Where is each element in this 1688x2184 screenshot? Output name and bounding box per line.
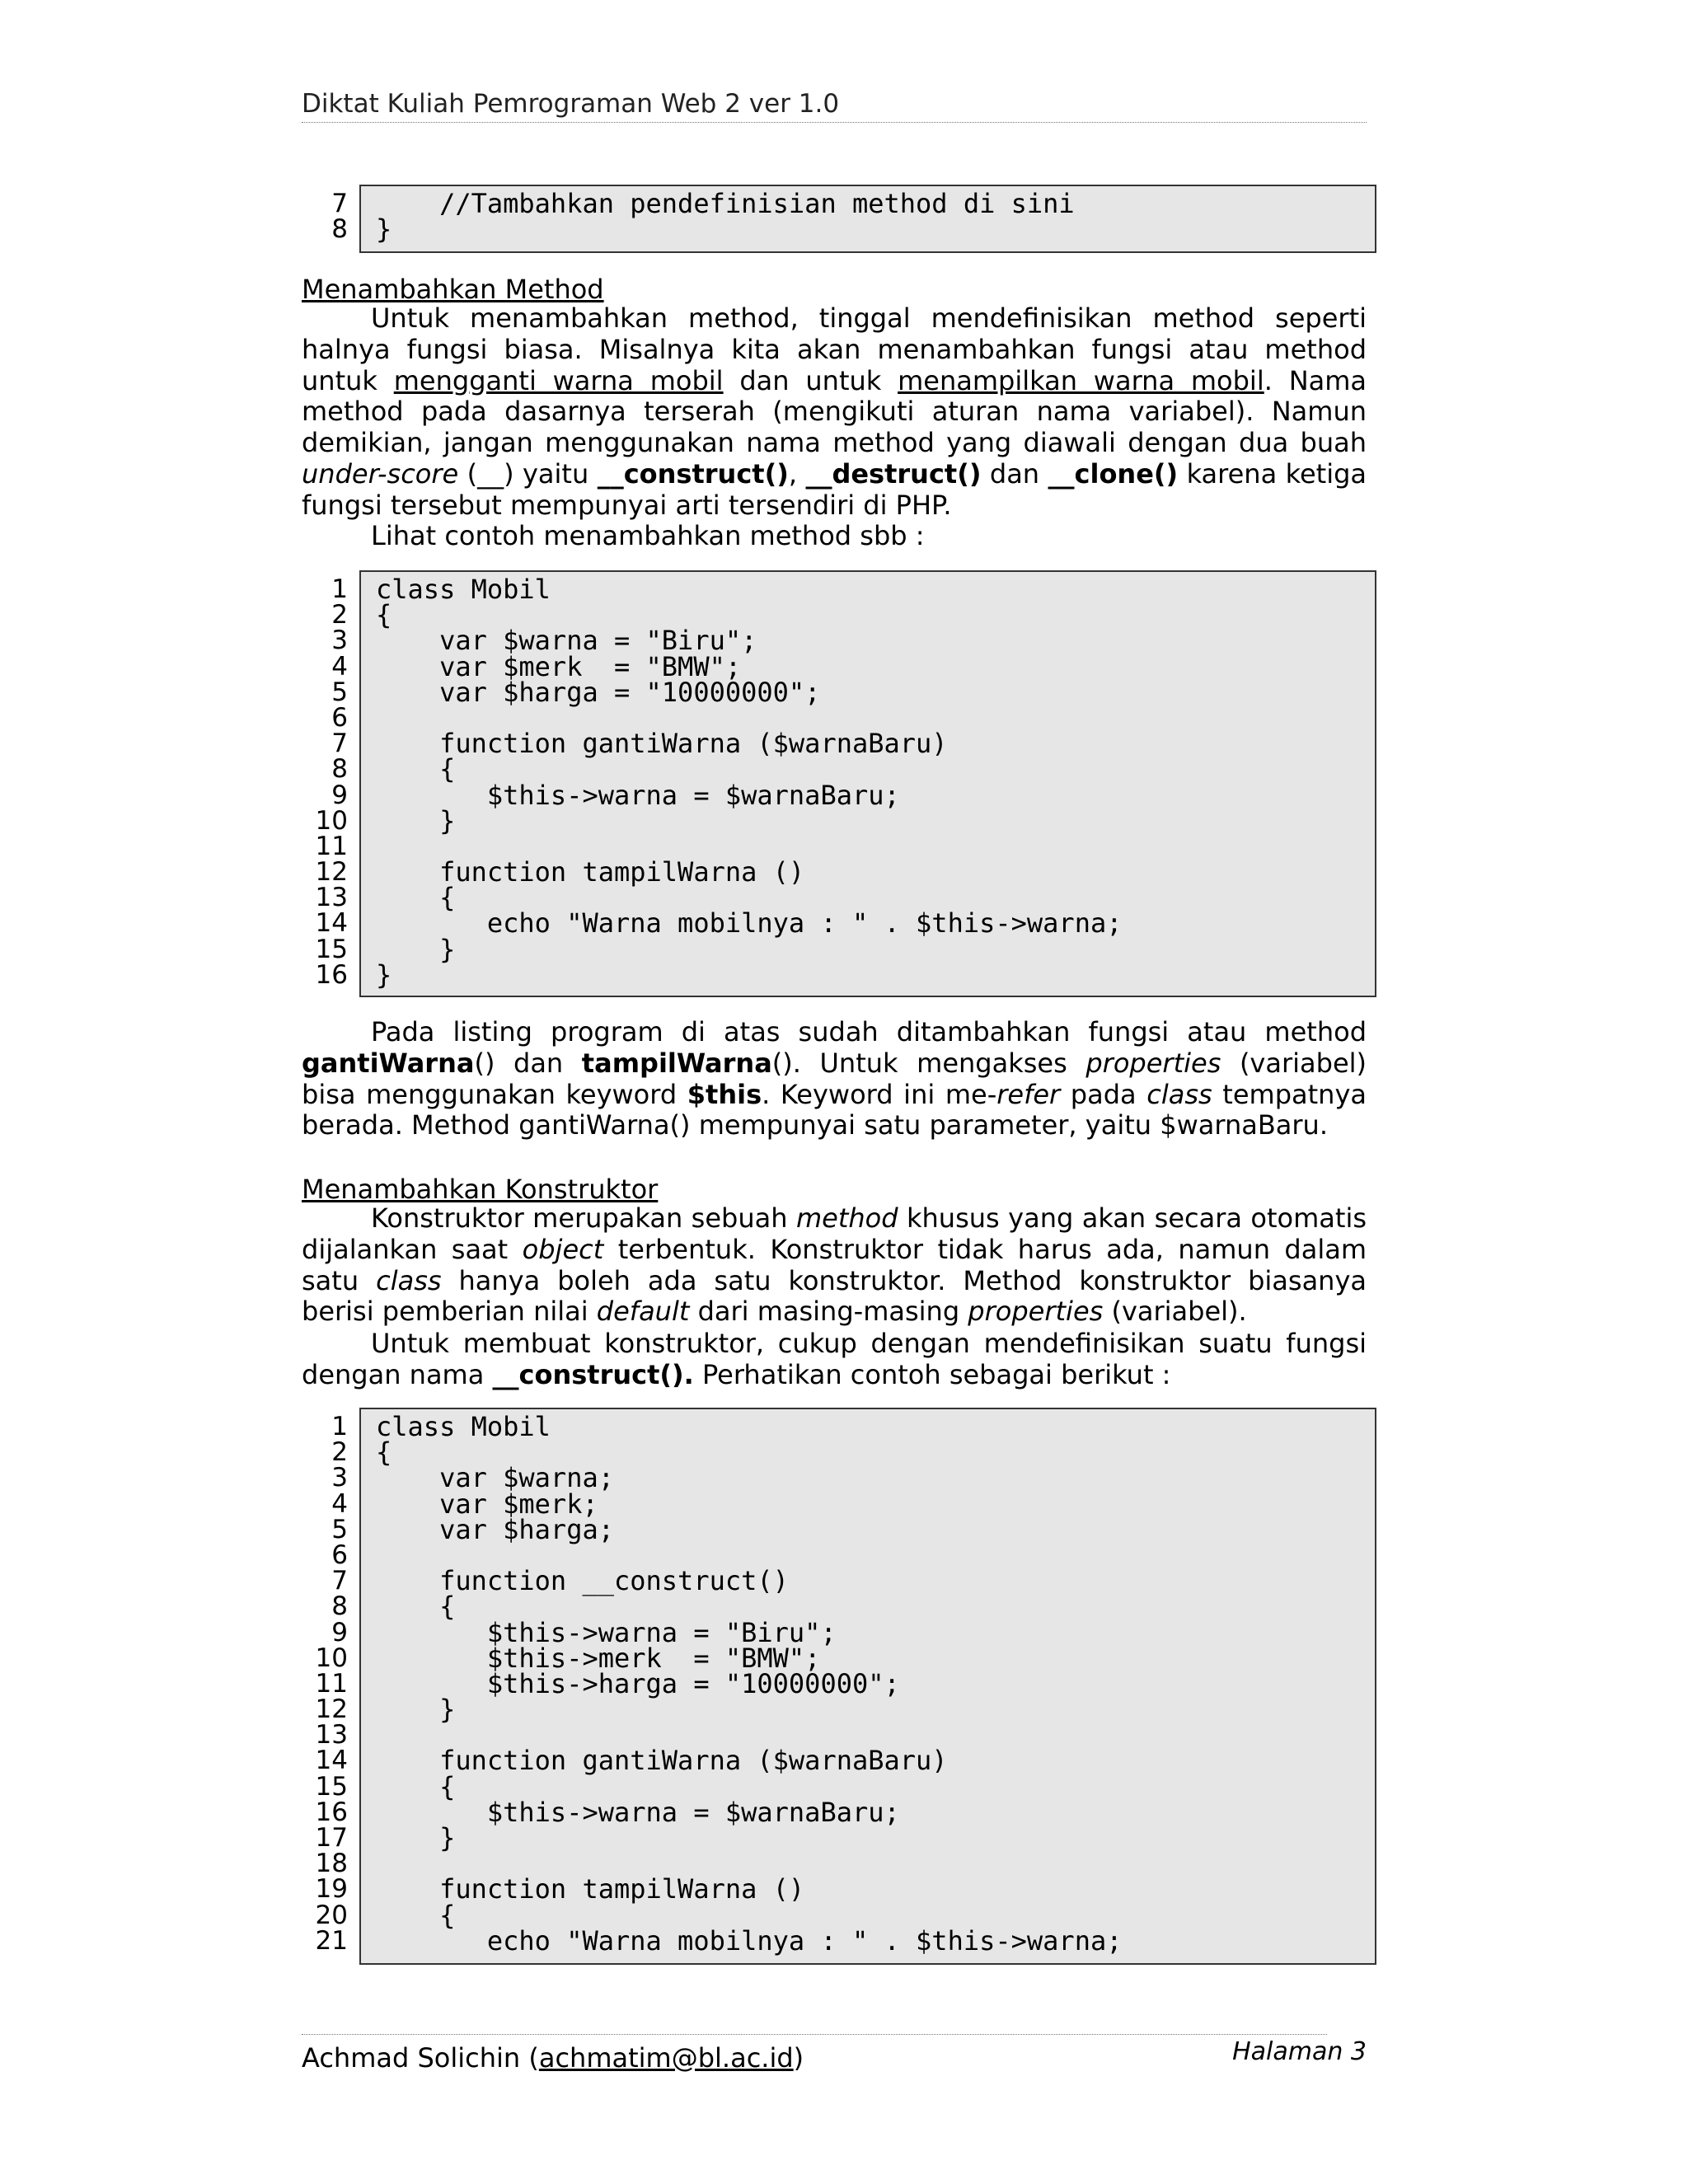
text-bold: __construct(). <box>492 1358 694 1390</box>
code-line: function gantiWarna ($warnaBaru) <box>376 1745 948 1777</box>
line-number: 10 <box>315 805 348 836</box>
paragraph-method-example-lead <box>302 521 1367 552</box>
line-number: 5 <box>331 677 348 707</box>
line-number: 15 <box>315 934 348 964</box>
line-number: 14 <box>315 1746 348 1776</box>
text-italic: properties <box>1085 1047 1221 1079</box>
footer-author <box>302 2042 804 2074</box>
paragraph-constructor-howto <box>302 1329 1367 1391</box>
text: pada <box>1060 1078 1147 1110</box>
line-number: 3 <box>331 1463 348 1493</box>
text-underlined: menampilkan warna mobil <box>898 364 1264 396</box>
line-number: 6 <box>331 1540 348 1570</box>
line-number: 12 <box>315 857 348 888</box>
text: , <box>788 457 806 490</box>
text: (). Untuk mengakses <box>771 1047 1086 1079</box>
line-number: 2 <box>331 1437 348 1468</box>
code-line: { <box>376 1899 456 1931</box>
line-number: 19 <box>315 1874 348 1905</box>
section-title-method: Menambahkan Method <box>302 274 604 305</box>
line-number: 11 <box>315 831 348 861</box>
code-block-2-line-numbers <box>302 574 348 990</box>
text: (variabel) bisa menggunakan keyword <box>302 1047 1367 1110</box>
code-line: var $harga; <box>376 1513 614 1545</box>
code-line: function gantiWarna ($warnaBaru) <box>376 728 948 760</box>
text: Konstruktor merupakan sebuah <box>371 1202 796 1234</box>
text: Perhatikan contoh sebagai berikut : <box>693 1358 1171 1390</box>
code-block-3-line-numbers <box>302 1414 348 1954</box>
line-number: 7 <box>331 729 348 759</box>
text: khusus yang akan secara otomatis dijalankan saat <box>302 1202 1367 1265</box>
line-number: 14 <box>315 908 348 939</box>
text-underlined: mengganti warna mobil <box>393 364 724 396</box>
code-line: } <box>376 213 392 246</box>
line-number: 1 <box>331 1412 348 1441</box>
line-number: 11 <box>315 1668 348 1699</box>
code-line: var $warna = "Biru"; <box>376 625 757 657</box>
text: (variabel). <box>1103 1296 1247 1328</box>
paragraph-method-intro <box>302 303 1367 522</box>
line-number: 8 <box>331 754 348 785</box>
line-number: 13 <box>315 883 348 913</box>
text: dan <box>981 457 1048 490</box>
line-number: 15 <box>315 1771 348 1802</box>
text: tempatnya berada. Method gantiWarna() mempunyai satu parameter, yaitu $warnaBaru. <box>302 1078 1367 1141</box>
code-line: function tampilWarna () <box>376 856 805 888</box>
code-line: var $harga = "10000000"; <box>376 676 821 708</box>
text: Untuk membuat konstruktor, cukup dengan mendefinisikan suatu fungsi dengan nama <box>302 1328 1367 1390</box>
text: karena ketiga fungsi tersebut mempunyai arti tersendiri di PHP. <box>302 457 1367 521</box>
line-number: 21 <box>315 1925 348 1956</box>
code-line: $this->harga = "10000000"; <box>376 1667 900 1699</box>
text: Lihat contoh menambahkan method sbb : <box>371 520 925 551</box>
text-bold: __destruct() <box>805 457 982 490</box>
line-number: 7 <box>331 189 348 218</box>
code-line: function tampilWarna () <box>376 1873 805 1905</box>
code-line: function __construct() <box>376 1565 789 1597</box>
text-bold: tampilWarna <box>581 1047 772 1079</box>
line-number: 9 <box>331 780 348 810</box>
text-italic: default <box>596 1296 690 1328</box>
code-line: echo "Warna mobilnya : " . $this->warna; <box>376 1924 1123 1957</box>
line-number: 20 <box>315 1900 348 1930</box>
text: hanya boleh ada satu konstruktor. Method konstruktor biasanya berisi pemberian nilai <box>302 1264 1367 1328</box>
line-number: 4 <box>331 651 348 682</box>
text: (__) yaitu <box>458 457 598 490</box>
code-line: $this->warna = $warnaBaru; <box>376 779 900 811</box>
text: dan untuk <box>723 364 898 396</box>
line-number: 8 <box>331 214 348 245</box>
line-number: 4 <box>331 1488 348 1519</box>
text-bold: gantiWarna <box>302 1047 475 1079</box>
paragraph-constructor-intro <box>302 1203 1367 1328</box>
text: ) <box>793 2042 804 2074</box>
code-block-3-code <box>376 1411 1123 1957</box>
code-block-1-line-numbers <box>302 189 348 245</box>
page-header: Diktat Kuliah Pemrograman Web 2 ver 1.0 <box>302 89 840 119</box>
code-line: { <box>376 753 456 785</box>
code-line: echo "Warna mobilnya : " . $this->warna; <box>376 907 1123 940</box>
section-title-constructor: Menambahkan Konstruktor <box>302 1174 659 1205</box>
text-italic: class <box>376 1264 442 1296</box>
code-line: { <box>376 1770 456 1802</box>
text: . Keyword ini me- <box>762 1078 997 1110</box>
text: Untuk menambahkan method, tinggal mendefinisikan method seperti halnya fungsi biasa. Misalnya kita akan menambahkan fungsi atau method untuk <box>302 302 1367 396</box>
code-line: } <box>376 933 456 965</box>
line-number: 6 <box>331 702 348 733</box>
text-italic: under-score <box>302 457 459 490</box>
text-bold: $this <box>687 1078 762 1110</box>
code-line: //Tambahkan pendefinisian method di sini <box>376 188 1075 219</box>
line-number: 7 <box>331 1566 348 1596</box>
line-number: 8 <box>331 1591 348 1622</box>
code-line: $this->warna = "Biru"; <box>376 1616 837 1648</box>
footer-divider <box>302 2034 1327 2035</box>
line-number: 12 <box>315 1694 348 1725</box>
page-number: Halaman 3 <box>1232 2037 1367 2066</box>
line-number: 16 <box>315 1797 348 1827</box>
code-line: $this->merk = "BMW"; <box>376 1642 821 1674</box>
text: dari masing-masing <box>689 1296 968 1328</box>
text-italic: properties <box>968 1296 1104 1328</box>
text: () dan <box>474 1047 582 1079</box>
text-bold: __construct() <box>597 457 789 490</box>
code-line: var $merk = "BMW"; <box>376 650 742 682</box>
author-name: Achmad Solichin ( <box>302 2042 539 2074</box>
line-number: 2 <box>331 600 348 630</box>
code-block-1-code <box>376 188 1075 246</box>
header-divider <box>302 122 1367 123</box>
line-number: 16 <box>315 959 348 990</box>
line-number: 17 <box>315 1823 348 1853</box>
line-number: 5 <box>331 1514 348 1544</box>
text-bold: __clone() <box>1048 457 1179 490</box>
code-line: var $warna; <box>376 1462 614 1494</box>
text: terbentuk. Konstruktor tidak harus ada, namun dalam satu <box>302 1233 1367 1296</box>
code-line: { <box>376 882 456 914</box>
code-line: } <box>376 958 392 991</box>
code-line: { <box>376 599 392 631</box>
line-number: 18 <box>315 1849 348 1879</box>
code-line: { <box>376 1436 392 1469</box>
paragraph-method-explanation <box>302 1017 1367 1141</box>
text-italic: class <box>1146 1078 1212 1110</box>
code-line: } <box>376 804 456 837</box>
code-block-2-code <box>376 574 1123 991</box>
text-italic: refer <box>996 1078 1061 1110</box>
line-number: 3 <box>331 626 348 656</box>
text: Pada listing program di atas sudah ditambahkan fungsi atau method <box>371 1016 1367 1047</box>
line-number: 13 <box>315 1720 348 1750</box>
code-line: var $merk; <box>376 1488 598 1520</box>
text-italic: object <box>522 1233 604 1265</box>
code-line: class Mobil <box>376 1411 551 1442</box>
text: . Nama method pada dasarnya terserah (mengikuti aturan nama variabel). Namun demikian, jangan menggunakan nama method yang diawali dengan dua buah <box>302 364 1367 459</box>
line-number: 9 <box>331 1617 348 1647</box>
line-number: 1 <box>331 574 348 604</box>
author-email-link[interactable]: achmatim@bl.ac.id <box>538 2042 794 2074</box>
code-line: } <box>376 1694 456 1726</box>
text-italic: method <box>795 1202 898 1234</box>
code-line: $this->warna = $warnaBaru; <box>376 1796 900 1828</box>
code-line: { <box>376 1591 456 1623</box>
line-number: 10 <box>315 1643 348 1673</box>
code-line: class Mobil <box>376 574 551 605</box>
code-line: } <box>376 1822 456 1854</box>
